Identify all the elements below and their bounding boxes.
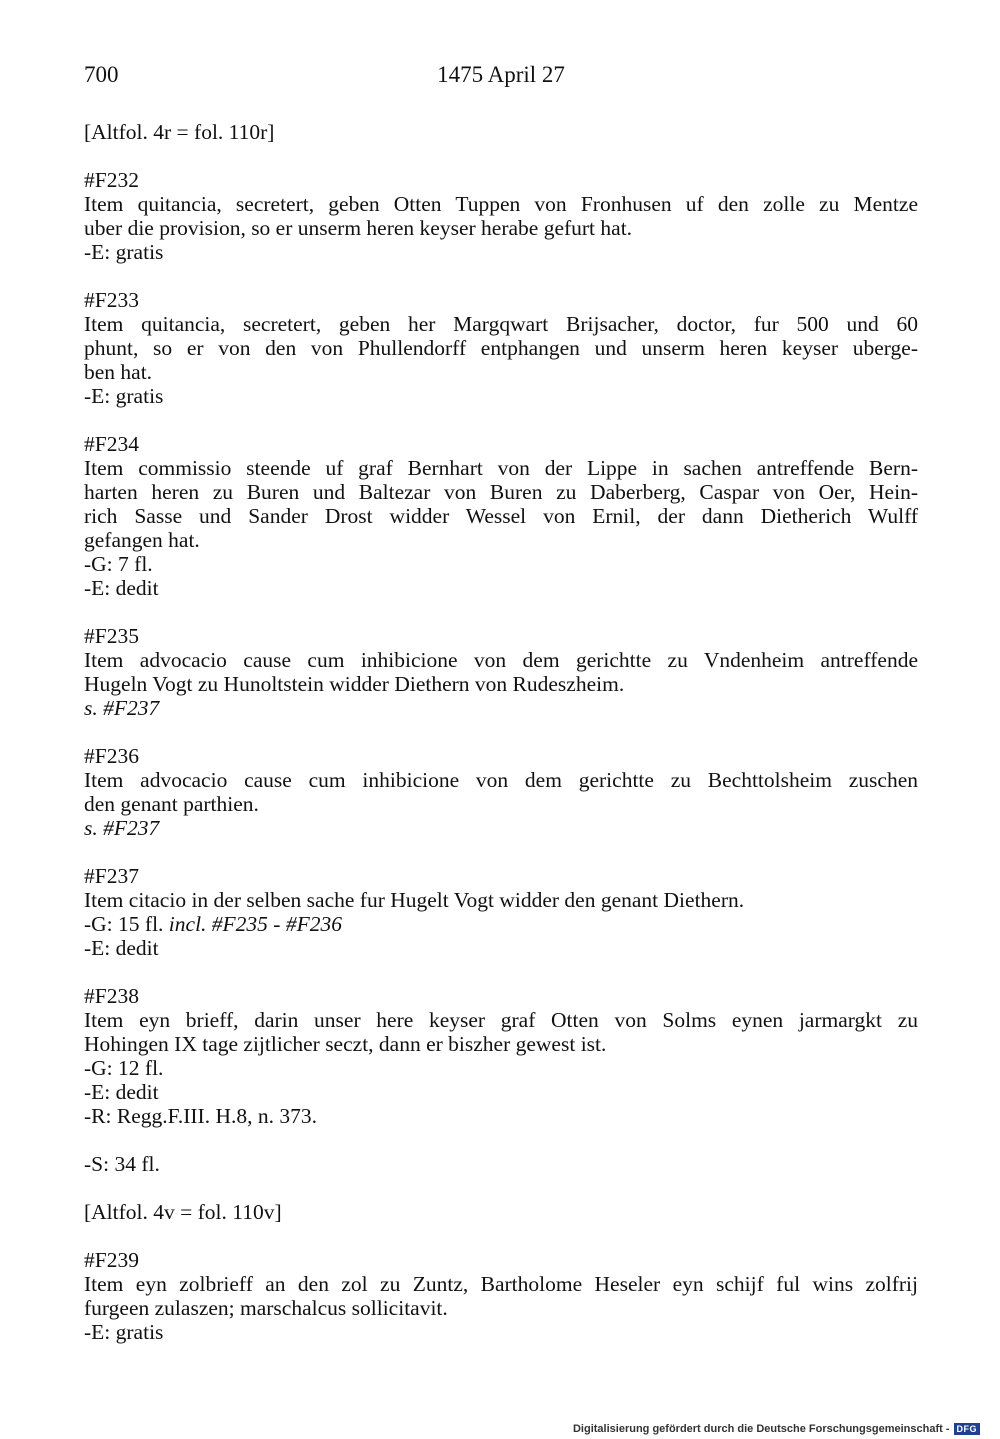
entry-id: #F236 [84,744,139,768]
folio-text: [Altfol. 4r = fol. 110r] [84,120,275,144]
sum-text: -S: 34 fl. [84,1152,160,1176]
entry-text-line: uber die provision, so er unserm heren keyser herabe gefurt hat. [84,216,633,240]
entry-text-line: Item eyn zolbrieff an den zol zu Zuntz, Bartholome Heseler eyn schijf ful wins zolfrij [84,1272,918,1296]
entry-id: #F233 [84,288,139,312]
entry-f234 [84,432,918,600]
entry-id: #F237 [84,864,139,888]
entry-note: -R: Regg.F.III. H.8, n. 373. [84,1104,317,1128]
footer-text: Digitalisierung gefördert durch die Deutsche Forschungsgemeinschaft - [572,1423,950,1435]
entry-id: #F239 [84,1248,139,1272]
running-title: 1475 April 27 [437,62,565,87]
fee-text: -G: 15 fl. [84,912,169,936]
entry-id: #F235 [84,624,139,648]
folio-marker [84,1200,918,1224]
entry-text-line: Item eyn brieff, darin unser here keyser graf Otten von Solms eynen jarmargkt zu [84,1008,918,1032]
entry-note: -E: gratis [84,1320,164,1344]
running-head [84,62,918,92]
entry-text-line: harten heren zu Buren und Baltezar von Buren zu Daberberg, Caspar von Oer, Hein- [84,480,918,504]
dfg-logo-icon: DFG [954,1423,981,1435]
entry-text-line: furgeen zulaszen; marschalcus sollicitavit. [84,1296,448,1320]
entry-text-line: Item advocacio cause cum inhibicione von dem gerichtte zu Vndenheim antreffende [84,648,918,672]
sum-line [84,1152,918,1176]
entry-id: #F238 [84,984,139,1008]
entry-text-line: Item commissio steende uf graf Bernhart von der Lippe in sachen antreffende Bern- [84,456,918,480]
cross-reference: s. #F237 [84,696,160,720]
entry-text-line: ben hat. [84,360,153,384]
entry-note: -E: gratis [84,240,164,264]
folio-text: [Altfol. 4v = fol. 110v] [84,1200,282,1224]
entry-note: -E: dedit [84,936,159,960]
entry-note: -E: gratis [84,384,164,408]
entry-text-line: Item quitancia, secretert, geben Otten Tuppen von Fronhusen uf den zolle zu Mentze [84,192,918,216]
entry-note-fee [84,912,918,936]
funding-footer [573,1423,980,1435]
entry-f237 [84,864,918,960]
entry-text-line: Item quitancia, secretert, geben her Margqwart Brijsacher, doctor, fur 500 und 60 [84,312,918,336]
entry-text-line: gefangen hat. [84,528,200,552]
entry-note: -G: 12 fl. [84,1056,164,1080]
entry-id: #F232 [84,168,139,192]
entry-f236 [84,744,918,840]
entry-text-line: Hugeln Vogt zu Hunoltstein widder Diethern von Rudeszheim. [84,672,625,696]
entry-id: #F234 [84,432,139,456]
entry-text-line: rich Sasse und Sander Drost widder Wessel von Ernil, der dann Dietherich Wulff [84,504,918,528]
entry-text-line: den genant parthien. [84,792,259,816]
entry-f235 [84,624,918,720]
cross-reference: incl. #F235 - #F236 [168,912,342,936]
entry-text-line: Item citacio in der selben sache fur Hugelt Vogt widder den genant Diethern. [84,888,745,912]
entry-note: -G: 7 fl. [84,552,153,576]
entry-f233 [84,288,918,408]
entry-f238 [84,984,918,1128]
document-body [84,120,918,1368]
entry-text-line: phunt, so er von den von Phullendorff entphangen und unserm heren keyser uberge- [84,336,918,360]
entry-f239 [84,1248,918,1344]
entry-f232 [84,168,918,264]
entry-text-line: Item advocacio cause cum inhibicione von dem gerichtte zu Bechttolsheim zuschen [84,768,918,792]
entry-note: -E: dedit [84,1080,159,1104]
entry-text-line: Hohingen IX tage zijtlicher seczt, dann er biszher gewest ist. [84,1032,607,1056]
page-number: 700 [84,62,119,87]
cross-reference: s. #F237 [84,816,160,840]
entry-note: -E: dedit [84,576,159,600]
folio-marker [84,120,918,144]
